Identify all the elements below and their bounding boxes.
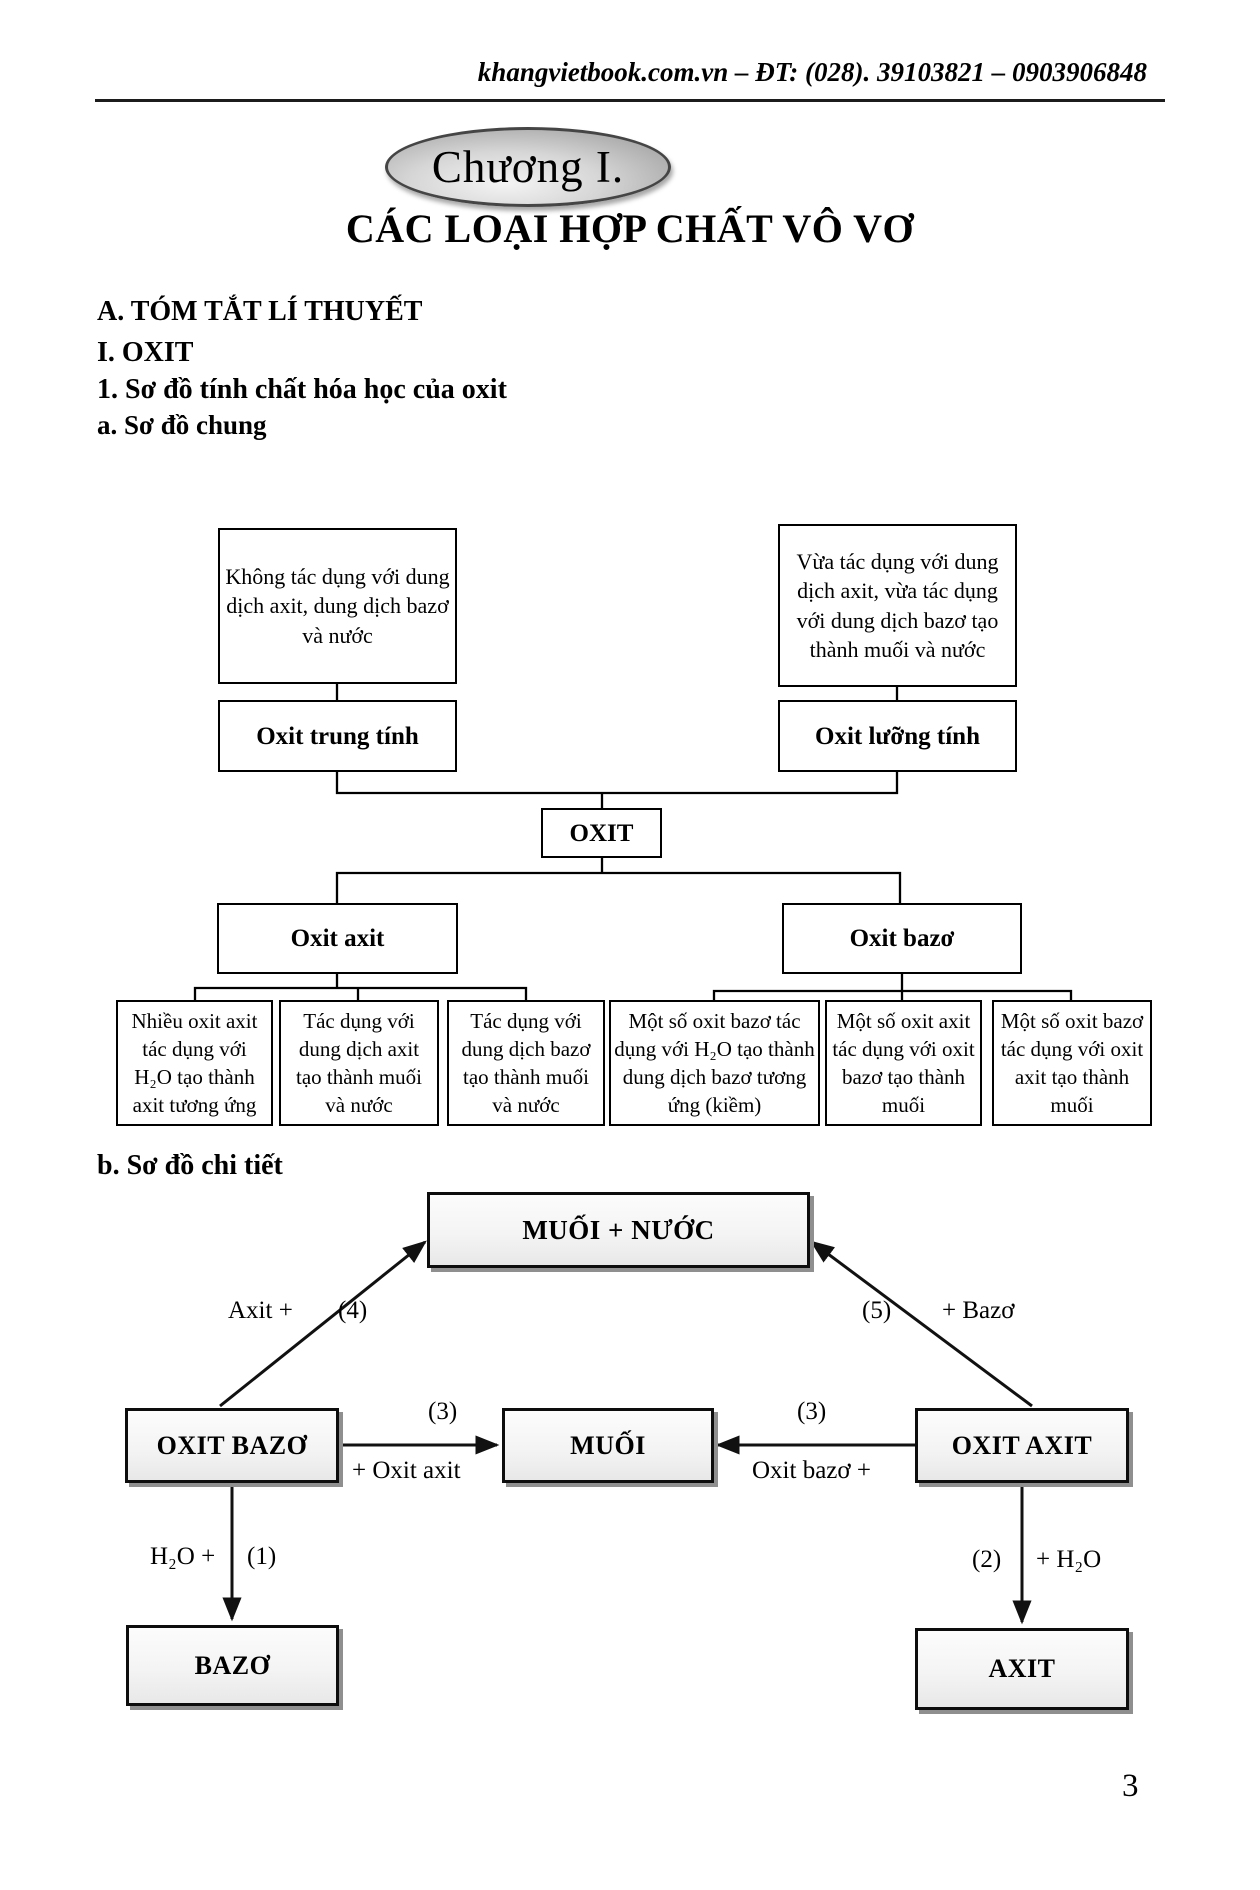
box-oxit-bazo: Oxit bazơ xyxy=(782,903,1022,974)
heading-detail-scheme: b. Sơ đồ chi tiết xyxy=(97,1150,283,1181)
heading-oxit: I. OXIT xyxy=(97,337,194,368)
leaf-acid-water: Nhiều oxit axit tác dụng với H₂O tạo thành axit tương ứng xyxy=(116,1000,273,1126)
box-neutral-label: Oxit trung tính xyxy=(218,700,457,772)
chapter-badge xyxy=(385,127,671,207)
page-title: CÁC LOẠI HỢP CHẤT VÔ VƠ xyxy=(345,206,915,251)
label-axit-plus: Axit + xyxy=(228,1297,293,1324)
leaf-acid-with-acid: Tác dụng với dung dịch axit tạo thành muối và nước xyxy=(279,1000,439,1126)
box-basic-oxide: OXIT BAZƠ xyxy=(125,1408,339,1483)
heading-summary: A. TÓM TẮT LÍ THUYẾT xyxy=(97,296,423,327)
label-plus-oxit-axit: + Oxit axit xyxy=(352,1457,461,1484)
box-acid: AXIT xyxy=(915,1628,1129,1710)
header-rule xyxy=(95,99,1165,102)
label-plus-bazo: + Bazơ xyxy=(942,1297,1015,1324)
label-plus-h2o: + H₂O xyxy=(1036,1546,1102,1573)
box-oxit-axit: Oxit axit xyxy=(217,903,458,974)
box-acidic-oxide: OXIT AXIT xyxy=(915,1408,1129,1483)
leaf-base-oxide-acid-oxide: Một số oxit bazơ tác dụng với oxit axit tạo thành muối xyxy=(992,1000,1152,1126)
chapter-badge-label: Chương I. xyxy=(431,142,625,192)
box-amphoteric-desc: Vừa tác dụng với dung dịch axit, vừa tác dụng với dung dịch bazơ tạo thành muối và nước xyxy=(778,524,1017,687)
heading-scheme: 1. Sơ đồ tính chất hóa học của oxit xyxy=(97,374,507,405)
box-oxit-root: OXIT xyxy=(541,808,662,858)
label-1: (1) xyxy=(247,1543,277,1570)
label-3-left: (3) xyxy=(428,1398,458,1425)
box-salt-water: MUỐI + NƯỚC xyxy=(427,1192,810,1268)
label-4: (4) xyxy=(338,1297,368,1324)
leaf-acid-with-base: Tác dụng với dung dịch bazơ tạo thành muối và nước xyxy=(447,1000,605,1126)
label-2: (2) xyxy=(972,1546,1002,1573)
box-neutral-desc: Không tác dụng với dung dịch axit, dung dịch bazơ và nước xyxy=(218,528,457,684)
box-base: BAZƠ xyxy=(126,1625,339,1706)
leaf-base-water: Một số oxit bazơ tác dụng với H₂O tạo thành dung dịch bazơ tương ứng (kiềm) xyxy=(609,1000,820,1126)
leaf-acid-oxide-base-oxide: Một số oxit axit tác dụng với oxit bazơ tạo thành muối xyxy=(825,1000,982,1126)
box-amphoteric-label: Oxit lưỡng tính xyxy=(778,700,1017,772)
label-3-right: (3) xyxy=(797,1398,827,1425)
box-salt: MUỐI xyxy=(502,1408,714,1483)
label-h2o-plus: H₂O + xyxy=(150,1543,216,1570)
heading-general-scheme: a. Sơ đồ chung xyxy=(97,410,267,440)
label-oxit-bazo-plus: Oxit bazơ + xyxy=(752,1457,871,1484)
label-5: (5) xyxy=(862,1297,892,1324)
page-number: 3 xyxy=(1122,1768,1139,1804)
header-text: khangvietbook.com.vn – ĐT: (028). 39103821 – 0903906848 xyxy=(477,57,1147,87)
